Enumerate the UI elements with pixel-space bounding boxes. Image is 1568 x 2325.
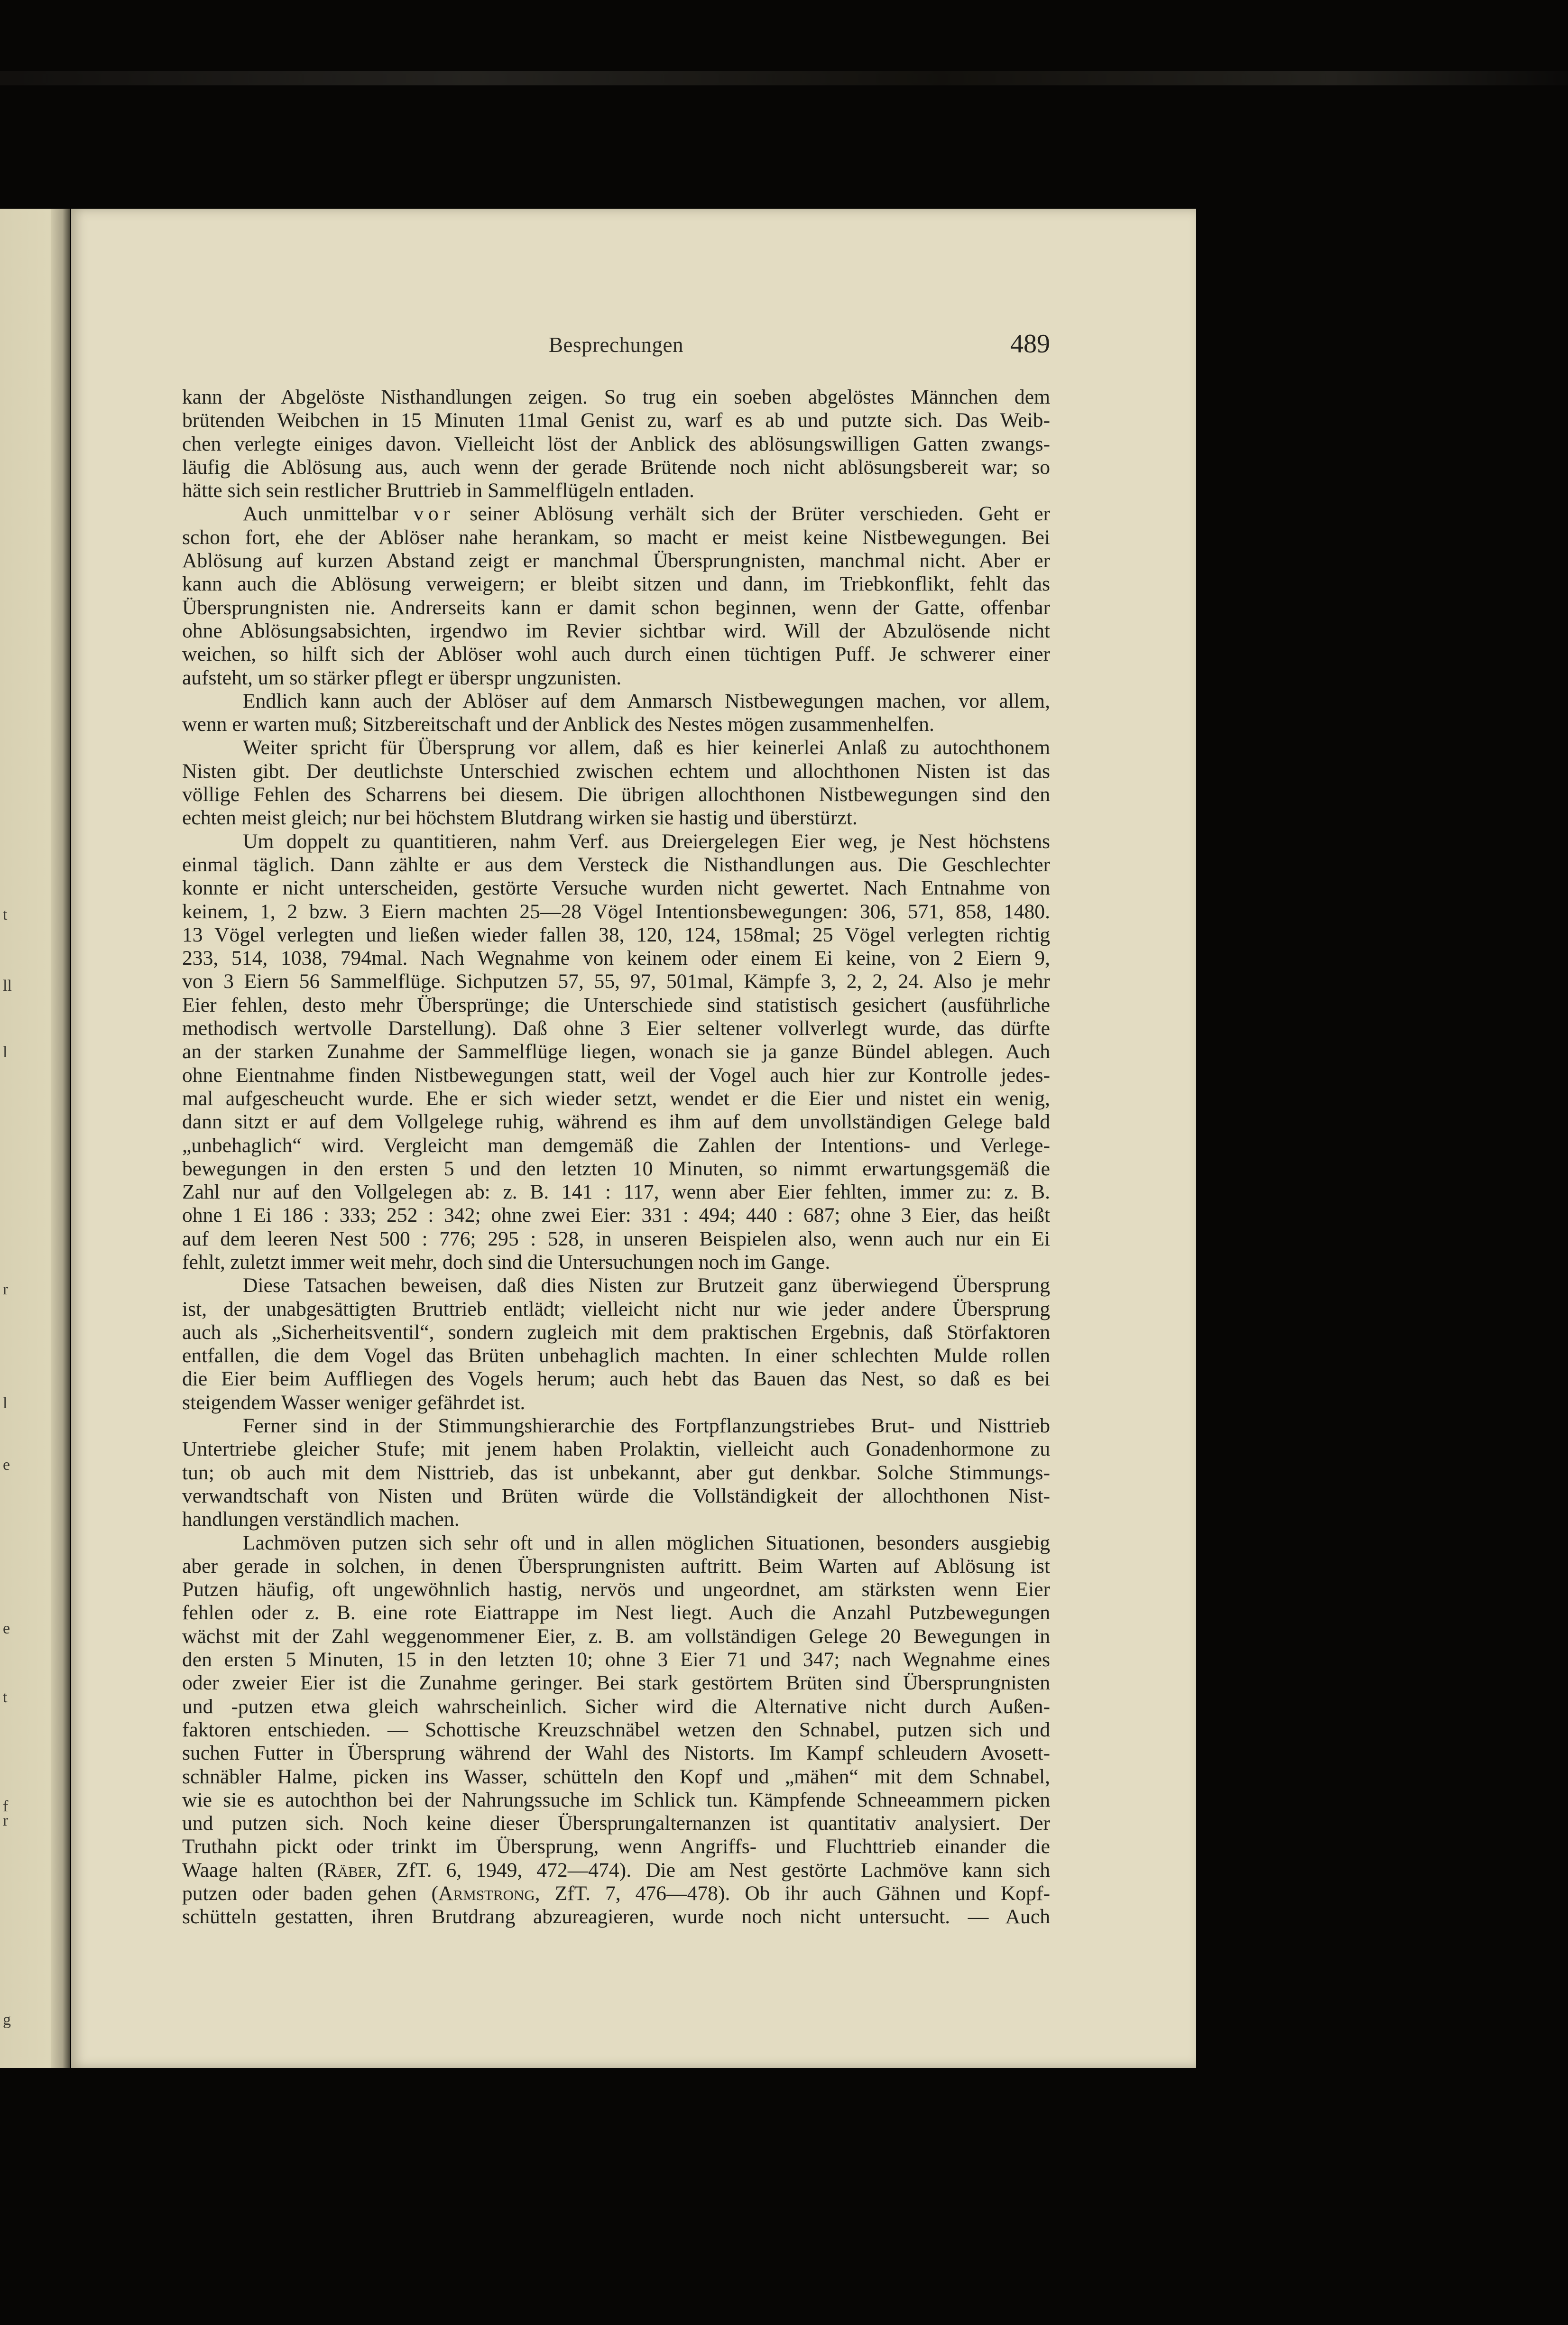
- text-line: Weiter spricht für Übersprung vor allem, daß es hier keinerlei Anlaß zu autochthonem: [243, 736, 1050, 759]
- text-line: Endlich kann auch der Ablöser auf dem Anmarsch Nistbewegungen machen, vor allem,: [243, 689, 1050, 712]
- text-line: oder zweier Eier ist die Zunahme geringer. Bei stark gestörtem Brüten sind Übersprungnisten: [182, 1671, 1050, 1695]
- text-line: echten meist gleich; nur bei höchstem Blutdrang wirken sie hastig und überstürzt.: [182, 806, 858, 830]
- text-line: putzen oder baden gehen (Armstrong, ZfT. 7, 476—478). Ob ihr auch Gähnen und Kopf-: [182, 1882, 1050, 1905]
- text-line: 13 Vögel verlegten und ließen wieder fallen 38, 120, 124, 158mal; 25 Vögel verlegten richtig: [182, 923, 1050, 946]
- text-line: hätte sich sein restlicher Bruttrieb in Sammelflügeln entladen.: [182, 479, 694, 502]
- text-line: wie sie es autochthon bei der Nahrungssuche im Schlick tun. Kämpfende Schneeammern picken: [182, 1788, 1050, 1811]
- text-line: tun; ob auch mit dem Nisttrieb, das ist unbekannt, aber gut denkbar. Solche Stimmungs-: [182, 1461, 1050, 1484]
- text-line: methodisch wertvolle Darstellung). Daß ohne 3 Eier seltener vollverlegt wurde, das dürfte: [182, 1017, 1050, 1040]
- text-line: Zahl nur auf den Vollgelegen ab: z. B. 141 : 117, wenn aber Eier fehlten, immer zu: z. B.: [182, 1181, 1050, 1204]
- text-line: auf dem leeren Nest 500 : 776; 295 : 528, in unseren Beispielen also, wenn auch nur ein Ei: [182, 1227, 1050, 1250]
- left-page-fragment: e: [3, 1620, 10, 1637]
- text-line: Ablösung auf kurzen Abstand zeigt er manchmal Übersprungnisten, manchmal nicht. Aber er: [182, 549, 1050, 572]
- left-page-fragment: t: [3, 1688, 8, 1706]
- text-line: Putzen häufig, oft ungewöhnlich hastig, nervös und ungeordnet, am stärksten wenn Eier: [182, 1578, 1050, 1601]
- page-header: [182, 329, 1050, 366]
- text-line: mal aufgescheucht wurde. Ehe er sich wieder setzt, wendet er die Eier und nistet ein wenig,: [182, 1087, 1050, 1110]
- text-line: und putzen sich. Noch keine dieser Übersprungalternanzen ist quantitativ analysiert. Der: [182, 1812, 1050, 1835]
- text-line: aufsteht, um so stärker pflegt er überspr ungzunisten.: [182, 666, 622, 689]
- text-line: suchen Futter in Übersprung während der Wahl des Nistorts. Im Kampf schleudern Avosett-: [182, 1742, 1050, 1765]
- text-line: und -putzen etwa gleich wahrscheinlich. Sicher wird die Alternative nicht durch Außen-: [182, 1695, 1050, 1718]
- left-page-fragment: l: [3, 1043, 8, 1061]
- text-line: ohne Eientnahme finden Nistbewegungen statt, weil der Vogel auch hier zur Kontrolle jedes-: [182, 1063, 1050, 1087]
- left-page-fragment: e: [3, 1456, 10, 1474]
- text-line: einmal täglich. Dann zählte er aus dem Versteck die Nisthandlungen aus. Die Geschlechter: [182, 853, 1050, 876]
- scan-background-bottom: [0, 2068, 1568, 2325]
- text-line: Auch unmittelbar vor seiner Ablösung verhält sich der Brüter verschieden. Geht er: [243, 502, 1050, 526]
- text-line: fehlt, zuletzt immer weit mehr, doch sind die Untersuchungen noch im Gange.: [182, 1250, 830, 1273]
- text-line: von 3 Eiern 56 Sammelflüge. Sichputzen 57, 55, 97, 501mal, Kämpfe 3, 2, 2, 24. Also je mehr: [182, 970, 1050, 993]
- text-line: 233, 514, 1038, 794mal. Nach Wegnahme von keinem oder einem Ei keine, von 2 Eiern 9,: [182, 947, 1050, 970]
- text-line: Lachmöven putzen sich sehr oft und in allen möglichen Situationen, besonders ausgiebig: [243, 1531, 1050, 1554]
- body-text: [182, 386, 1050, 1929]
- text-line: handlungen verständlich machen.: [182, 1508, 460, 1531]
- text-line: Übersprungnisten nie. Andrerseits kann er damit schon beginnen, wenn der Gatte, offenbar: [182, 596, 1050, 619]
- text-line: keinem, 1, 2 bzw. 3 Eiern machten 25—28 Vögel Intentionsbewegungen: 306, 571, 858, 1480.: [182, 900, 1050, 923]
- page-number: 489: [1010, 329, 1050, 359]
- text-line: Nisten gibt. Der deutlichste Unterschied zwischen echtem und allochthonen Nisten ist das: [182, 759, 1050, 783]
- text-line: Waage halten (Räber, ZfT. 6, 1949, 472—474). Die am Nest gestörte Lachmöve kann sich: [182, 1858, 1050, 1882]
- text-line: Diese Tatsachen beweisen, daß dies Nisten zur Brutzeit ganz überwiegend Übersprung: [243, 1274, 1050, 1297]
- text-line: steigendem Wasser weniger gefährdet ist.: [182, 1391, 526, 1414]
- text-line: kann der Abgelöste Nisthandlungen zeigen. So trug ein soeben abgelöstes Männchen dem: [182, 386, 1050, 408]
- text-line: faktoren entschieden. — Schottische Kreuzschnäbel wetzen den Schnabel, putzen sich und: [182, 1718, 1050, 1741]
- text-line: auch als „Sicherheitsventil“, sondern zugleich mit dem praktischen Ergebnis, daß Störfaktoren: [182, 1320, 1050, 1344]
- text-line: schnäbler Halme, picken ins Wasser, schütteln den Kopf und „mähen“ mit dem Schnabel,: [182, 1765, 1050, 1788]
- text-line: Truthahn pickt oder trinkt im Übersprung, wenn Angriffs- und Fluchttrieb einander die: [182, 1835, 1050, 1858]
- text-line: Ferner sind in der Stimmungshierarchie des Fortpflanzungstriebes Brut- und Nisttrieb: [243, 1414, 1050, 1438]
- text-line: völlige Fehlen des Scharrens bei diesem. Die übrigen allochthonen Nistbewegungen sind den: [182, 783, 1050, 806]
- text-line: wenn er warten muß; Sitzbereitschaft und der Anblick des Nestes mögen zusammenhelfen.: [182, 713, 934, 736]
- text-line: weichen, so hilft sich der Ablöser wohl auch durch einen tüchtigen Puff. Je schwerer einer: [182, 643, 1050, 666]
- left-page-fragment: l: [3, 1394, 8, 1412]
- text-line: Untertriebe gleicher Stufe; mit jenem haben Prolaktin, vielleicht auch Gonadenhormone zu: [182, 1438, 1050, 1461]
- left-page-fragment: r: [3, 1281, 9, 1298]
- text-line: „unbehaglich“ wird. Vergleicht man demgemäß die Zahlen der Intentions- und Verlege-: [182, 1134, 1050, 1157]
- text-line: schon fort, ehe der Ablöser nahe herankam, so macht er meist keine Nistbewegungen. Bei: [182, 526, 1050, 549]
- running-head: Besprechungen: [549, 333, 683, 357]
- text-line: an der starken Zunahme der Sammelflüge liegen, wonach sie ja ganze Bündel ablegen. Auch: [182, 1040, 1050, 1063]
- left-page-fragment: g: [3, 2011, 11, 2029]
- book-page: [71, 209, 1196, 2068]
- left-page-fragment: f: [3, 1798, 9, 1815]
- text-line: Um doppelt zu quantitieren, nahm Verf. aus Dreiergelegen Eier weg, je Nest höchstens: [243, 830, 1050, 853]
- text-line: konnte er nicht unterscheiden, gestörte Versuche wurden nicht gewertet. Nach Entnahme von: [182, 876, 1050, 900]
- text-line: ist, der unabgesättigten Bruttrieb entlädt; vielleicht nicht nur wie jeder andere Übersprung: [182, 1297, 1050, 1320]
- left-page-fragment: t: [3, 906, 8, 923]
- text-line: Eier fehlen, desto mehr Übersprünge; die Unterschiede sind statistisch gesichert (ausführliche: [182, 993, 1050, 1016]
- text-line: dann sitzt er auf dem Vollgelege ruhig, während es ihm auf dem unvollständigen Gelege bald: [182, 1110, 1050, 1134]
- text-line: brütenden Weibchen in 15 Minuten 11mal Genist zu, warf es ab und putzte sich. Das Weib-: [182, 409, 1050, 432]
- book-spine-gutter: [51, 209, 70, 2068]
- text-line: bewegungen in den ersten 5 und den letzten 10 Minuten, so nimmt erwartungsgemäß die: [182, 1157, 1050, 1180]
- text-line: chen verlegte einiges davon. Vielleicht löst der Anblick des ablösungswilligen Gatten zwangs-: [182, 432, 1050, 455]
- text-line: verwandtschaft von Nisten und Brüten würde die Vollständigkeit der allochthonen Nist-: [182, 1484, 1050, 1507]
- text-line: die Eier beim Auffliegen des Vogels herum; auch hebt das Bauen das Nest, so daß es bei: [182, 1367, 1050, 1391]
- text-line: entfallen, die dem Vogel das Brüten unbehaglich machten. In einer schlechten Mulde rollen: [182, 1344, 1050, 1367]
- text-line: ohne 1 Ei 186 : 333; 252 : 342; ohne zwei Eier: 331 : 494; 440 : 687; ohne 3 Eier, das heißt: [182, 1204, 1050, 1227]
- scan-background-strip: [0, 71, 1568, 85]
- left-page-fragment: ll: [3, 977, 12, 995]
- text-line: den ersten 5 Minuten, 15 in den letzten 10; ohne 3 Eier 71 und 347; nach Wegnahme eines: [182, 1648, 1050, 1671]
- text-line: läufig die Ablösung aus, auch wenn der gerade Brütende noch nicht ablösungsbereit war; so: [182, 455, 1050, 479]
- text-line: aber gerade in solchen, in denen Übersprungnisten auftritt. Beim Warten auf Ablösung ist: [182, 1554, 1050, 1578]
- text-line: fehlen oder z. B. eine rote Eiattrappe im Nest liegt. Auch die Anzahl Putzbewegungen: [182, 1601, 1050, 1624]
- left-page-fragment: r: [3, 1812, 9, 1829]
- text-line: kann auch die Ablösung verweigern; er bleibt sitzen und dann, im Triebkonflikt, fehlt das: [182, 572, 1050, 596]
- text-line: ohne Ablösungsabsichten, irgendwo im Revier sichtbar wird. Will der Abzulösende nicht: [182, 619, 1050, 642]
- text-line: schütteln gestatten, ihren Brutdrang abzureagieren, wurde noch nicht untersucht. — Auch: [182, 1905, 1050, 1928]
- text-line: wächst mit der Zahl weggenommener Eier, z. B. am vollständigen Gelege 20 Bewegungen in: [182, 1624, 1050, 1648]
